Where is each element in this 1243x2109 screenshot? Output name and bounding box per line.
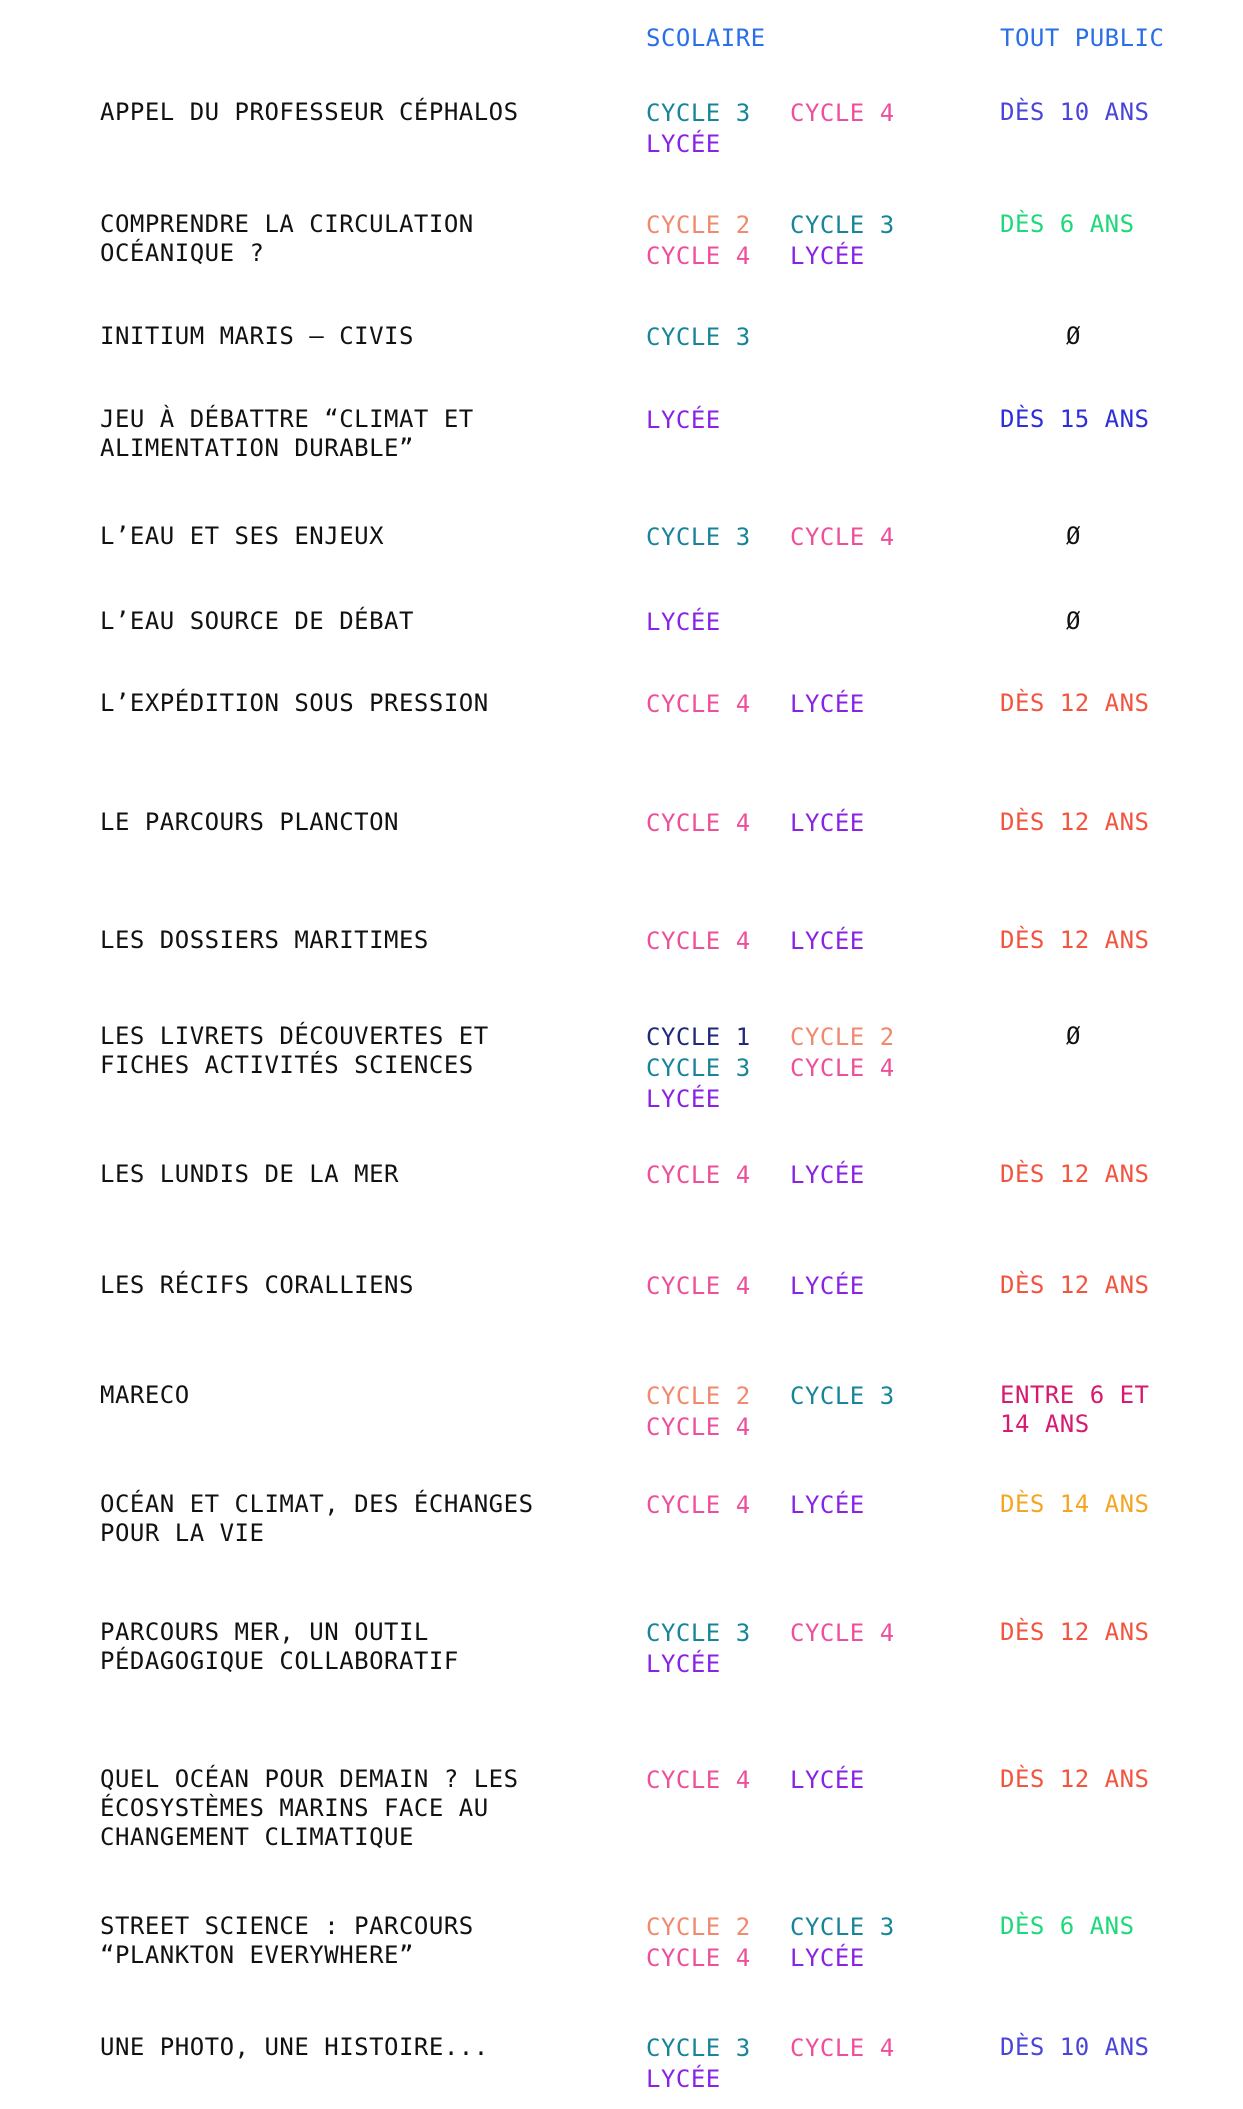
level-tag-lycee: LYCÉE xyxy=(790,1161,865,1189)
program-title xyxy=(100,1022,600,1080)
program-title xyxy=(100,522,600,551)
level-tag-cycle-3: CYCLE 3 xyxy=(790,1913,895,1941)
public-age-line: DÈS 12 ANS xyxy=(1000,1160,1150,1188)
public-age-line: DÈS 12 ANS xyxy=(1000,1271,1150,1299)
program-title-line: FICHES ACTIVITÉS SCIENCES xyxy=(100,1051,474,1079)
level-tag-cycle-4: CYCLE 4 xyxy=(646,1766,751,1794)
public-age-line: DÈS 12 ANS xyxy=(1000,1765,1150,1793)
program-title xyxy=(100,1160,600,1189)
program-title-line: L’EAU SOURCE DE DÉBAT xyxy=(100,607,414,635)
public-age xyxy=(1000,405,1200,434)
public-age-line: DÈS 10 ANS xyxy=(1000,2033,1150,2061)
program-title-line: “PLANKTON EVERYWHERE” xyxy=(100,1941,414,1969)
public-age xyxy=(1000,926,1200,955)
public-age-line: Ø xyxy=(1066,322,1081,350)
level-tag-cycle-4: CYCLE 4 xyxy=(790,1619,895,1647)
program-title xyxy=(100,808,600,837)
level-tag-cycle-4: CYCLE 4 xyxy=(790,99,895,127)
program-title-line: LES DOSSIERS MARITIMES xyxy=(100,926,429,954)
level-tag-lycee: LYCÉE xyxy=(790,1944,865,1972)
public-age-line: DÈS 12 ANS xyxy=(1000,808,1150,836)
public-age-line: ENTRE 6 ET xyxy=(1000,1381,1150,1409)
level-tag-cycle-4: CYCLE 4 xyxy=(646,1944,751,1972)
program-title-line: LE PARCOURS PLANCTON xyxy=(100,808,399,836)
public-age xyxy=(1000,1381,1200,1439)
public-age xyxy=(1000,2033,1200,2062)
program-title-line: POUR LA VIE xyxy=(100,1519,265,1547)
level-tag-lycee: LYCÉE xyxy=(790,1766,865,1794)
level-tag-cycle-1: CYCLE 1 xyxy=(646,1023,751,1051)
level-tag-cycle-3: CYCLE 3 xyxy=(790,211,895,239)
public-age xyxy=(1066,322,1243,351)
level-tag-lycee: LYCÉE xyxy=(646,608,721,636)
level-tag-cycle-2: CYCLE 2 xyxy=(646,1382,751,1410)
public-age-line: 14 ANS xyxy=(1000,1410,1090,1438)
header-tout-public: TOUT PUBLIC xyxy=(1000,24,1165,52)
public-age-line: DÈS 12 ANS xyxy=(1000,926,1150,954)
public-age-line: DÈS 14 ANS xyxy=(1000,1490,1150,1518)
program-title-line: UNE PHOTO, UNE HISTOIRE... xyxy=(100,2033,489,2061)
public-age-line: Ø xyxy=(1066,607,1081,635)
program-title xyxy=(100,210,600,268)
header-scolaire: SCOLAIRE xyxy=(646,24,766,52)
program-title-line: COMPRENDRE LA CIRCULATION xyxy=(100,210,474,238)
program-title xyxy=(100,1618,600,1676)
program-title-line: LES LUNDIS DE LA MER xyxy=(100,1160,399,1188)
public-age-line: DÈS 12 ANS xyxy=(1000,689,1150,717)
level-tag-lycee: LYCÉE xyxy=(790,927,865,955)
level-tag-cycle-3: CYCLE 3 xyxy=(646,2034,751,2062)
program-title xyxy=(100,1490,600,1548)
program-title-line: APPEL DU PROFESSEUR CÉPHALOS xyxy=(100,98,519,126)
public-age xyxy=(1000,808,1200,837)
program-title-line: LES LIVRETS DÉCOUVERTES ET xyxy=(100,1022,489,1050)
program-title xyxy=(100,607,600,636)
program-title xyxy=(100,689,600,718)
level-tag-lycee: LYCÉE xyxy=(790,242,865,270)
public-age xyxy=(1000,1912,1200,1941)
level-tag-cycle-2: CYCLE 2 xyxy=(646,211,751,239)
public-age xyxy=(1066,522,1243,551)
program-title xyxy=(100,1912,600,1970)
program-title-line: OCÉAN ET CLIMAT, DES ÉCHANGES xyxy=(100,1490,534,1518)
level-tag-cycle-4: CYCLE 4 xyxy=(790,2034,895,2062)
public-age-line: DÈS 12 ANS xyxy=(1000,1618,1150,1646)
public-age xyxy=(1066,1022,1243,1051)
level-tag-lycee: LYCÉE xyxy=(646,130,721,158)
level-tag-cycle-3: CYCLE 3 xyxy=(790,1382,895,1410)
public-age xyxy=(1000,689,1200,718)
program-title-line: PARCOURS MER, UN OUTIL xyxy=(100,1618,429,1646)
public-age-line: DÈS 6 ANS xyxy=(1000,1912,1135,1940)
level-tag-cycle-2: CYCLE 2 xyxy=(790,1023,895,1051)
program-title-line: MARECO xyxy=(100,1381,190,1409)
level-tag-cycle-3: CYCLE 3 xyxy=(646,1054,751,1082)
program-title xyxy=(100,1381,600,1410)
program-title-line: INITIUM MARIS – CIVIS xyxy=(100,322,414,350)
program-title-line: CHANGEMENT CLIMATIQUE xyxy=(100,1823,414,1851)
level-tag-cycle-4: CYCLE 4 xyxy=(646,1413,751,1441)
level-tag-cycle-4: CYCLE 4 xyxy=(790,523,895,551)
level-tag-cycle-4: CYCLE 4 xyxy=(646,1161,751,1189)
program-title-line: L’EXPÉDITION SOUS PRESSION xyxy=(100,689,489,717)
program-title-line: QUEL OCÉAN POUR DEMAIN ? LES xyxy=(100,1765,519,1793)
program-title xyxy=(100,98,600,127)
program-title-line: ÉCOSYSTÈMES MARINS FACE AU xyxy=(100,1794,489,1822)
public-age xyxy=(1000,98,1200,127)
level-tag-cycle-3: CYCLE 3 xyxy=(646,523,751,551)
public-age-line: DÈS 6 ANS xyxy=(1000,210,1135,238)
program-title xyxy=(100,2033,600,2062)
level-tag-cycle-4: CYCLE 4 xyxy=(646,1272,751,1300)
program-title-line: OCÉANIQUE ? xyxy=(100,239,265,267)
program-title xyxy=(100,1271,600,1300)
level-tag-cycle-2: CYCLE 2 xyxy=(646,1913,751,1941)
level-tag-lycee: LYCÉE xyxy=(790,1491,865,1519)
public-age xyxy=(1000,1160,1200,1189)
public-age xyxy=(1000,1271,1200,1300)
level-tag-lycee: LYCÉE xyxy=(646,406,721,434)
level-tag-cycle-3: CYCLE 3 xyxy=(646,323,751,351)
level-tag-lycee: LYCÉE xyxy=(790,1272,865,1300)
level-tag-cycle-4: CYCLE 4 xyxy=(646,1491,751,1519)
program-title-line: ALIMENTATION DURABLE” xyxy=(100,434,414,462)
program-title xyxy=(100,322,600,351)
level-tag-cycle-4: CYCLE 4 xyxy=(646,809,751,837)
level-tag-lycee: LYCÉE xyxy=(646,1650,721,1678)
level-tag-lycee: LYCÉE xyxy=(790,690,865,718)
program-title-line: L’EAU ET SES ENJEUX xyxy=(100,522,385,550)
level-tag-lycee: LYCÉE xyxy=(646,2065,721,2093)
level-tag-cycle-4: CYCLE 4 xyxy=(646,242,751,270)
public-age xyxy=(1000,1490,1200,1519)
level-tag-cycle-3: CYCLE 3 xyxy=(646,1619,751,1647)
program-title xyxy=(100,926,600,955)
program-title xyxy=(100,405,600,463)
public-age xyxy=(1000,1765,1200,1794)
public-age-line: Ø xyxy=(1066,522,1081,550)
program-title xyxy=(100,1765,600,1852)
program-title-line: STREET SCIENCE : PARCOURS xyxy=(100,1912,474,1940)
public-age-line: DÈS 15 ANS xyxy=(1000,405,1150,433)
public-age xyxy=(1000,210,1200,239)
public-age xyxy=(1000,1618,1200,1647)
level-tag-lycee: LYCÉE xyxy=(790,809,865,837)
program-title-line: JEU À DÉBATTRE “CLIMAT ET xyxy=(100,405,474,433)
level-tag-cycle-3: CYCLE 3 xyxy=(646,99,751,127)
level-tag-cycle-4: CYCLE 4 xyxy=(646,690,751,718)
public-age-line: Ø xyxy=(1066,1022,1081,1050)
level-tag-cycle-4: CYCLE 4 xyxy=(646,927,751,955)
program-title-line: LES RÉCIFS CORALLIENS xyxy=(100,1271,414,1299)
level-tag-lycee: LYCÉE xyxy=(646,1085,721,1113)
program-title-line: PÉDAGOGIQUE COLLABORATIF xyxy=(100,1647,459,1675)
public-age-line: DÈS 10 ANS xyxy=(1000,98,1150,126)
level-tag-cycle-4: CYCLE 4 xyxy=(790,1054,895,1082)
public-age xyxy=(1066,607,1243,636)
